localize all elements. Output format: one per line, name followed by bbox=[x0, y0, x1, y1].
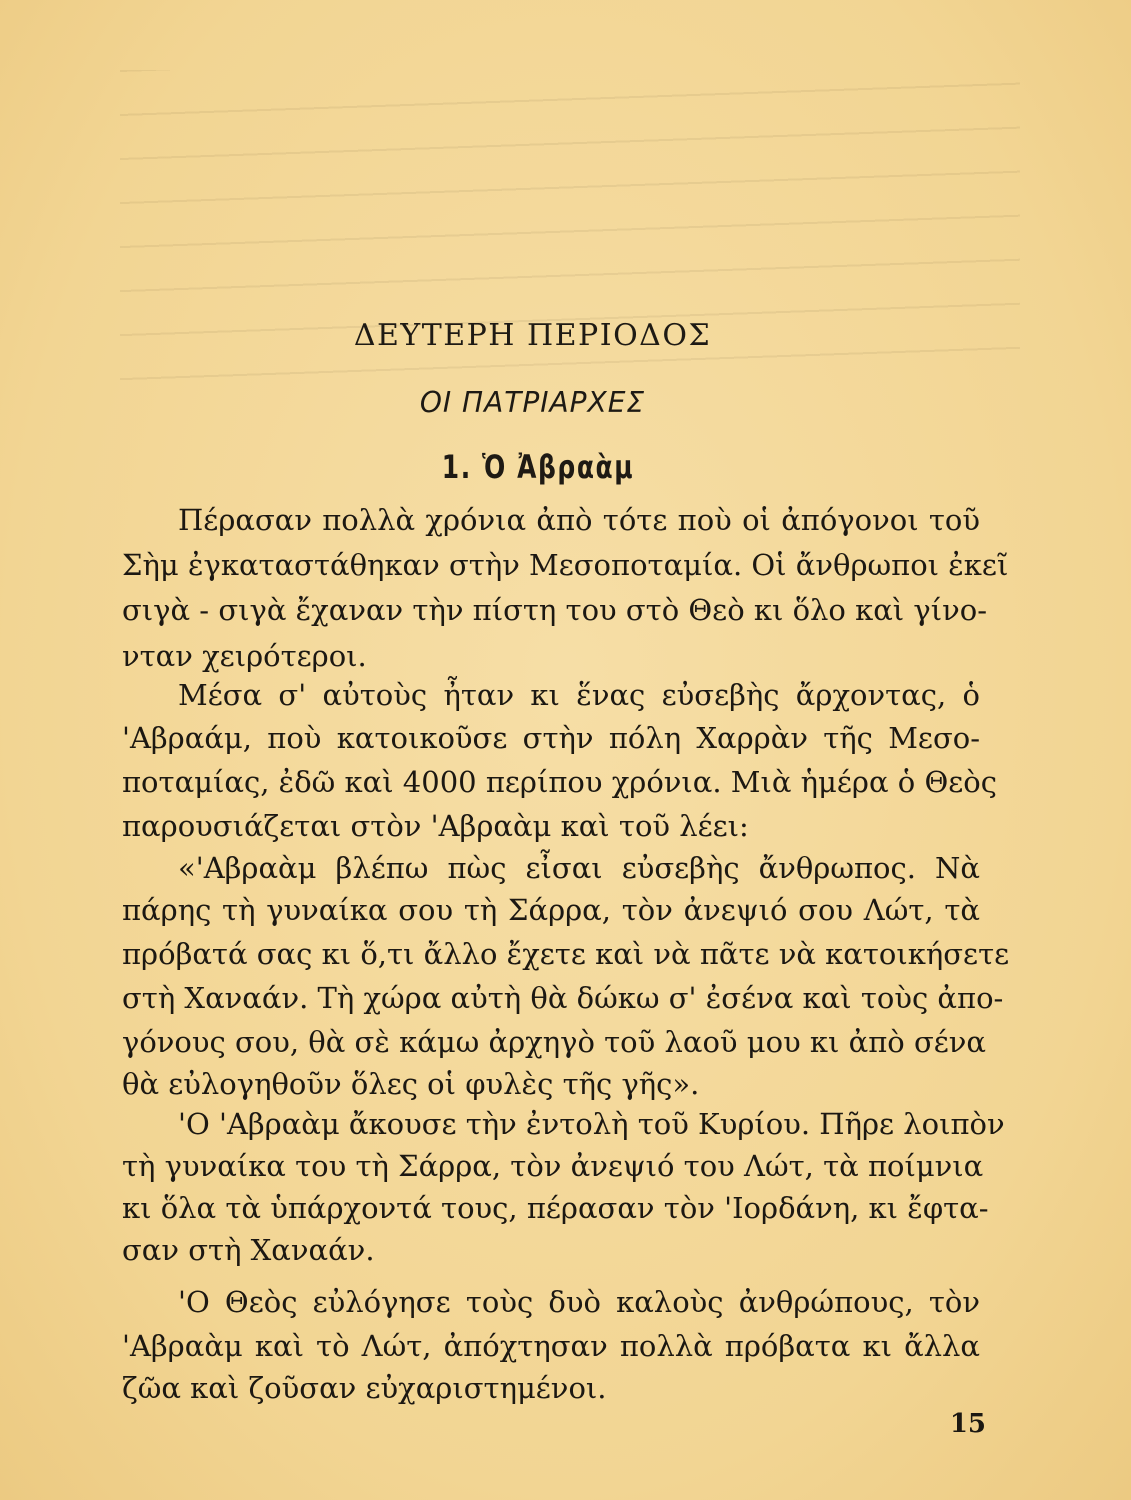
text-line: παρουσιάζεται στὸν 'Αβραὰμ καὶ τοῦ λέει: bbox=[122, 809, 749, 843]
text-line: Μέσα σ' αὐτοὺς ἦταν κι ἕνας εὐσεβὴς ἄρχοντας, ὁ bbox=[178, 678, 980, 712]
text-line: πάρης τὴ γυναίκα σου τὴ Σάρρα, τὸν ἀνεψιό σου Λώτ, τὰ bbox=[122, 893, 980, 927]
text-line: σιγὰ - σιγὰ ἔχαναν τὴν πίστη του στὸ Θεὸ κι ὅλο καὶ γίνο- bbox=[122, 593, 987, 627]
text-line: σαν στὴ Χαναάν. bbox=[122, 1233, 375, 1267]
text-line: στὴ Χαναάν. Τὴ χώρα αὐτὴ θὰ δώκω σ' ἐσένα καὶ τοὺς ἀπο- bbox=[122, 981, 1004, 1015]
text-line: 'Αβραάμ, ποὺ κατοικοῦσε στὴν πόλη Χαρρὰν τῆς Μεσο- bbox=[122, 721, 980, 755]
text-line: νταν χειρότεροι. bbox=[122, 639, 367, 673]
text-line: θὰ εὐλογηθοῦν ὅλες οἱ φυλὲς τῆς γῆς». bbox=[122, 1067, 700, 1101]
text-line: πρόβατά σας κι ὅ,τι ἄλλο ἔχετε καὶ νὰ πᾶτε νὰ κατοικήσετε bbox=[122, 937, 1010, 971]
section-heading: ΟΙ ΠΑΤΡΙΑΡΧΕΣ bbox=[419, 386, 646, 419]
period-heading: ΔΕΥΤΕΡΗ ΠΕΡΙΟΔΟΣ bbox=[353, 318, 712, 353]
text-line: γόνους σου, θὰ σὲ κάμω ἀρχηγὸ τοῦ λαοῦ μου κι ἀπὸ σένα bbox=[122, 1025, 986, 1059]
text-line: ποταμίας, ἐδῶ καὶ 4000 περίπου χρόνια. Μιὰ ἡμέρα ὁ Θεὸς bbox=[122, 765, 997, 799]
text-line: «'Αβραὰμ βλέπω πὼς εἶσαι εὐσεβὴς ἄνθρωπος. Νὰ bbox=[178, 851, 980, 885]
text-line: 'Ο 'Αβραὰμ ἄκουσε τὴν ἐντολὴ τοῦ Κυρίου. Πῆρε λοιπὸν bbox=[178, 1107, 1005, 1141]
text-line: Πέρασαν πολλὰ χρόνια ἀπὸ τότε ποὺ οἱ ἀπόγονοι τοῦ bbox=[178, 503, 980, 537]
text-line: 'Ο Θεὸς εὐλόγησε τοὺς δυὸ καλοὺς ἀνθρώπους, τὸν bbox=[178, 1285, 980, 1319]
text-line: Σὴμ ἐγκαταστάθηκαν στὴν Μεσοποταμία. Οἱ ἄνθρωποι ἐκεῖ bbox=[122, 548, 1009, 582]
text-line: τὴ γυναίκα του τὴ Σάρρα, τὸν ἀνεψιό του Λώτ, τὰ ποίμνια bbox=[122, 1149, 984, 1183]
text-line: ζῶα καὶ ζοῦσαν εὐχαριστημένοι. bbox=[122, 1371, 607, 1405]
text-line: 'Αβραὰμ καὶ τὸ Λώτ, ἀπόχτησαν πολλὰ πρόβατα κι ἄλλα bbox=[122, 1329, 980, 1363]
text-line: κι ὅλα τὰ ὑπάρχοντά τους, πέρασαν τὸν 'Ιορδάνη, κι ἔφτα- bbox=[122, 1191, 989, 1225]
page-number: 15 bbox=[949, 1409, 986, 1439]
chapter-heading: 1. Ὁ Ἀβραὰμ bbox=[441, 448, 635, 486]
